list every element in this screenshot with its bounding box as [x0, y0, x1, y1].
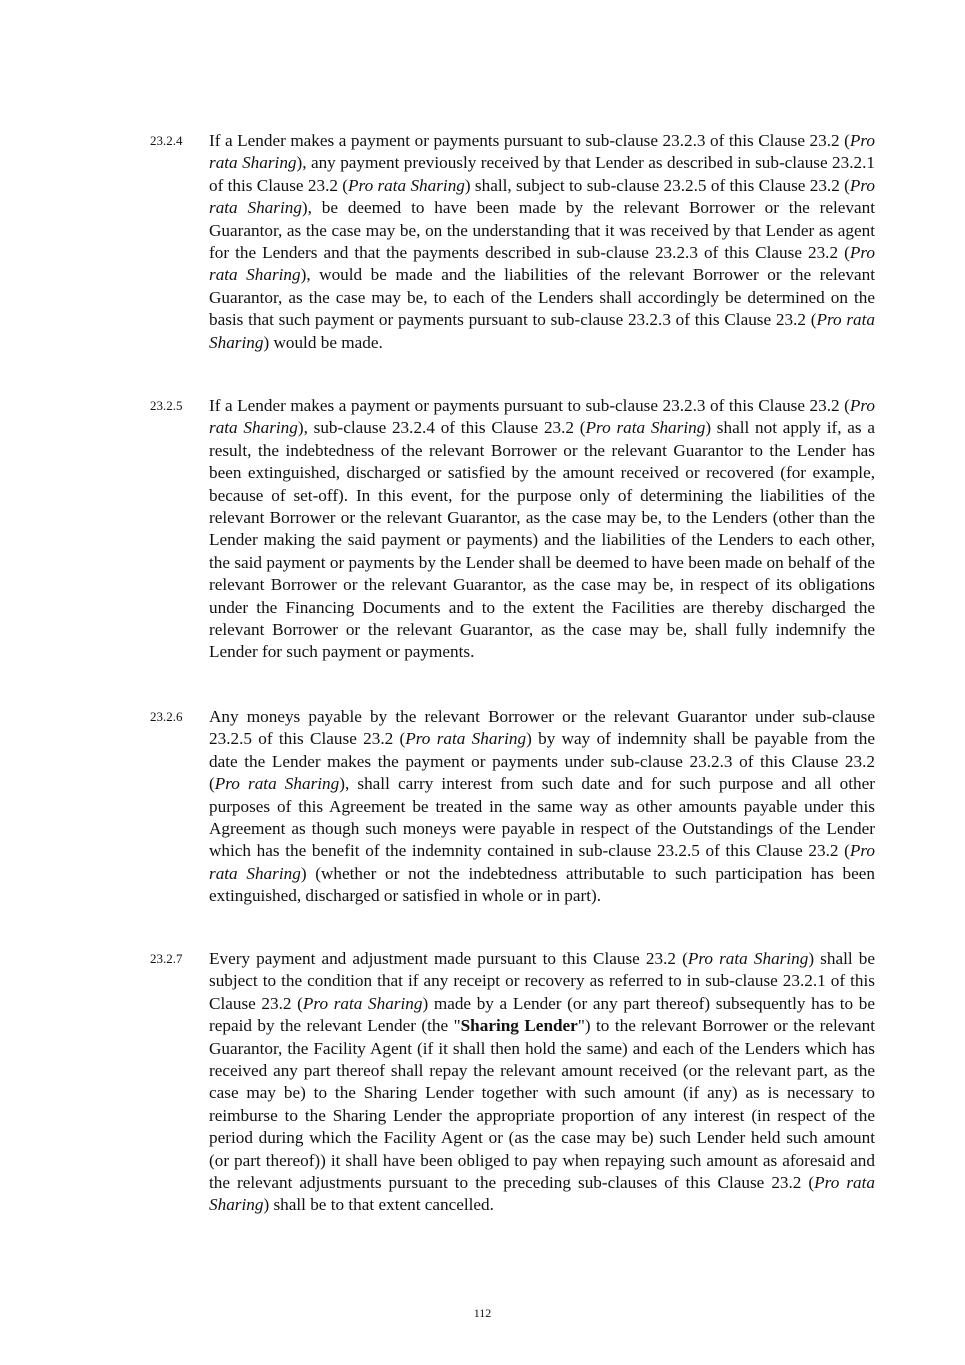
clause-heading-ref: Pro rata Sharing	[687, 949, 809, 968]
clause-heading-ref: Pro rata Sharing	[302, 993, 423, 1013]
clause-heading-ref: Pro rata Sharing	[209, 243, 875, 285]
clause-heading-ref: Pro rata Sharing	[348, 175, 465, 195]
clause-23-2-5	[150, 395, 875, 664]
clause-heading-ref: Pro rata Sharing	[214, 774, 340, 794]
clause-text-run: ), sub-clause 23.2.4 of this Clause 23.2 (	[297, 418, 586, 438]
defined-term: Sharing Lender	[460, 1016, 578, 1036]
clause-heading-ref: Pro rata Sharing	[585, 418, 706, 438]
clause-23-2-7	[150, 948, 875, 1217]
clause-text-run: ) (whether or not the indebtedness attributable to such participation has been extinguished, discharged or satisfied in whole or in part).	[209, 863, 875, 906]
clause-number: 23.2.4	[150, 133, 183, 148]
clause-heading-ref: Pro rata Sharing	[209, 841, 875, 883]
clause-23-2-4	[150, 130, 875, 354]
clause-heading-ref: Pro rata Sharing	[209, 310, 876, 352]
clause-text-run: ), would be made and the liabilities of the relevant Borrower or the relevant Guarantor, as the case may be, to each of the Lenders shall accordingly be determined on the basis that such payment or payments pursuant to sub-clause 23.2.3 of this Clause 23.2 (	[209, 265, 875, 330]
clause-number: 23.2.6	[150, 709, 183, 724]
clause-heading-ref: Pro rata Sharing	[405, 729, 527, 749]
clause-23-2-6	[150, 706, 875, 908]
clause-text-run: If a Lender makes a payment or payments pursuant to sub-clause 23.2.3 of this Clause 23.2 (	[209, 131, 850, 150]
clause-text-run: ) made by a Lender (or any part thereof) subsequently has to be repaid by the relevant Lender (the "	[209, 993, 875, 1036]
clause-text-run: ) shall, subject to sub-clause 23.2.5 of this Clause 23.2 (	[464, 175, 850, 195]
clause-text	[209, 395, 875, 664]
clause-text-run: ), any payment previously received by that Lender as described in sub-clause 23.2.1 of this Clause 23.2 (	[209, 153, 875, 195]
clause-text	[209, 130, 875, 354]
clause-text-run: ) by way of indemnity shall be payable from the date the Lender makes the payment or payments under sub-clause 23.2.3 of this Clause 23.2 (	[209, 729, 875, 794]
clause-text-run: ), be deemed to have been made by the relevant Borrower or the relevant Guarantor, as the case may be, on the understanding that it was received by that Lender as agent for the Lenders and that the payments described in sub-clause 23.2.3 of this Clause 23.2 (	[209, 198, 875, 263]
clause-text-run: ) shall not apply if, as a result, the indebtedness of the relevant Borrower or the relevant Guarantor to the Lender has been extinguished, discharged or satisfied by the amount received or recovered (for example, because of set-off). In this event, for the purpose only of determining the liabilities of the relevant Borrower or the relevant Guarantor, as the case may be, to the Lenders (other than the Lender making the said payment or payments) and the liabilities of the Lenders to each other, the said payment or payments by the Lender shall be deemed to have been made on behalf of the relevant Borrower or the relevant Guarantor, as the case may be, in respect of its obligations under the Financing Documents and to the extent the Facilities are thereby discharged the relevant Borrower or the relevant Guarantor, as the case may be, shall fully indemnify the Lender for such payment or payments.	[209, 418, 876, 662]
page-number: 112	[473, 1306, 492, 1320]
clause-heading-ref: Pro rata Sharing	[209, 131, 875, 173]
clause-number: 23.2.7	[150, 951, 183, 966]
clause-text-run: ) would be made.	[263, 332, 383, 352]
clause-text	[209, 706, 875, 908]
clause-text-run: ") to the relevant Borrower or the relevant Guarantor, the Facility Agent (if it shall then hold the same) and each of the Lenders which has received any part thereof shall repay the relevant amount received (or the relevant part, as the case may be) to the Sharing Lender together with such amount (if any) as is necessary to reimburse to the Sharing Lender the appropriate proportion of any interest (in respect of the period during which the Facility Agent or (as the case may be) such Lender held such amount (or part thereof)) it shall have been obliged to pay when repaying such amount as aforesaid and the relevant adjustments pursuant to the preceding sub-clauses of this Clause 23.2 (	[209, 1016, 875, 1193]
clause-text-run: Every payment and adjustment made pursuant to this Clause 23.2 (	[209, 949, 688, 968]
clause-heading-ref: Pro rata Sharing	[209, 175, 876, 218]
clause-heading-ref: Pro rata Sharing	[209, 396, 875, 438]
clause-text-run: ), shall carry interest from such date and for such purpose and all other purposes of this Agreement be treated in the same way as other amounts payable under this Agreement as though such moneys were payable in respect of the Outstandings of the Lender which has the benefit of the indemnity contained in sub-clause 23.2.5 of this Clause 23.2 (	[209, 774, 875, 861]
clause-text	[209, 948, 875, 1217]
clause-text-run: ) shall be to that extent cancelled.	[263, 1195, 494, 1215]
clause-heading-ref: Pro rata Sharing	[209, 1173, 875, 1215]
clause-text-run: If a Lender makes a payment or payments pursuant to sub-clause 23.2.3 of this Clause 23.2 (	[209, 396, 850, 415]
clause-number: 23.2.5	[150, 398, 183, 413]
clause-text-run: Any moneys payable by the relevant Borrower or the relevant Guarantor under sub-clause 23.2.5 of this Clause 23.2 (	[209, 707, 875, 749]
clause-text-run: ) shall be subject to the condition that if any receipt or recovery as referred to in sub-clause 23.2.1 of this Clause 23.2 (	[209, 949, 875, 1013]
